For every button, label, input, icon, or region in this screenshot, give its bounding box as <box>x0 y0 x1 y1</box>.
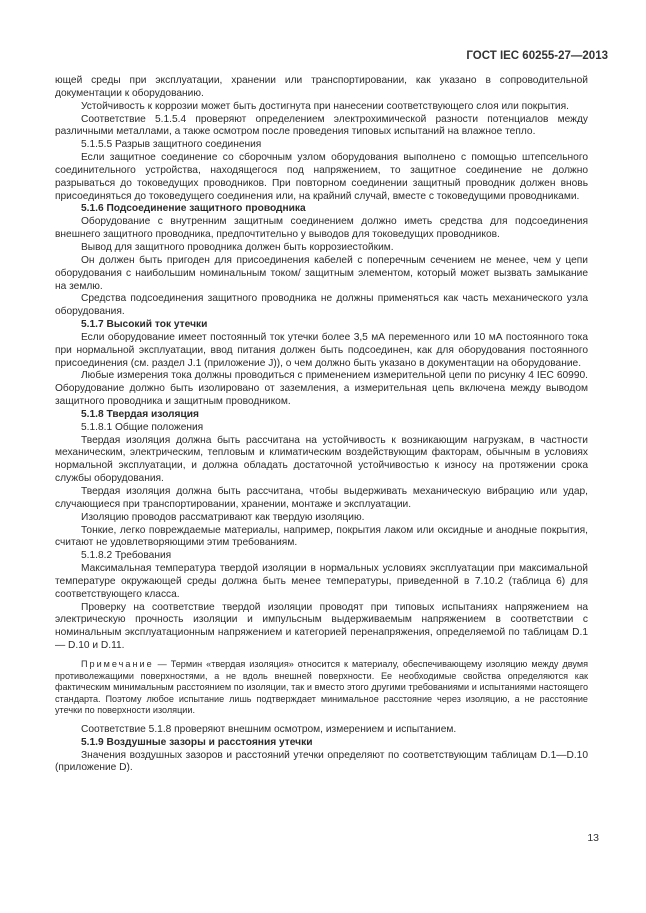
section-heading: 5.1.7 Высокий ток утечки <box>81 319 208 331</box>
section-heading: 5.1.6 Подсоединение защитного проводника <box>81 203 306 215</box>
paragraph: Изоляцию проводов рассматривают как твердую изоляцию. <box>81 511 365 523</box>
page-number: 13 <box>587 832 599 844</box>
paragraph: Любые измерения тока должны проводиться с применением измерительной цепи по рисунку 4 IEC 60990. Оборудование должно быть изолировано от заземления, а измерительная цепь включена между выводом защитного проводника и защитным проводником. <box>55 370 588 408</box>
paragraph: Проверку на соответствие твердой изоляции проводят при типовых испытаниях напряжением на электрическую прочность изоляции и импульсным выдерживаемым напряжением в соответствии с номинальным эксплуатационным напряжением и категорией перенапряжения, определяемой по таблицам D.1— D.10 и D.11. <box>55 601 588 652</box>
paragraph: Соответствие 5.1.5.4 проверяют определением электрохимической разности потенциалов между различными металлами, а также осмотром после проведения типовых испытаний на влажное тепло. <box>55 113 588 138</box>
paragraph: Вывод для защитного проводника должен быть коррозиестойким. <box>81 241 394 253</box>
note-text: — Термин «твердая изоляция» относится к материалу, обеспечивающему изоляцию между двумя противолежащими поверхностями, а не вдоль внешней поверхности. Ее необходимые свойства определяются как фактическим минимальным расстоянием по изоляции, так и вместо этого другими требованиями и испытаниями настоящего стандарта. Поэтому любое испытание лишь подтверждает минимальное расстояние через изоляцию, а не расстояние утечки по поверхности изоляции. <box>55 658 588 716</box>
paragraph: Твердая изоляция должна быть рассчитана на устойчивость к возникающим нагрузкам, в частности механическим, электрическим, тепловым и климатическим воздействующим факторам, обычным в условиях нормальной эксплуатации, и должна обладать достаточной устойчивостью к износу на протяжении срока службы оборудования. <box>55 434 588 485</box>
subsection-heading: 5.1.5.5 Разрыв защитного соединения <box>81 139 262 151</box>
paragraph: ющей среды при эксплуатации, хранении или транспортировании, как указано в сопроводительной документации к оборудованию. <box>55 75 588 99</box>
paragraph: Если защитное соединение со сборочным узлом оборудования выполнено с помощью штепсельного соединительного устройства, находящегося под напряжением, то защитное соединение не должно разрываться до токоведущих проводников. При повторном соединении защитный проводник должен вновь присоединяться до токоведущего соединения или, на крайний случай, вместе с токоведущими проводниками. <box>55 152 588 202</box>
paragraph: Устойчивость к коррозии может быть достигнута при нанесении соответствующего слоя или покрытия. <box>81 100 569 112</box>
subsection-heading: 5.1.8.2 Требования <box>81 550 172 562</box>
paragraph: Оборудование с внутренним защитным соединением должно иметь средства для подсоединения внешнего защитного проводника, предпочтительно у выводов для токоведущих проводников. <box>55 216 588 241</box>
section-heading: 5.1.9 Воздушные зазоры и расстояния утечки <box>81 736 313 748</box>
paragraph: Максимальная температура твердой изоляции в нормальных условиях эксплуатации при максимальной температуре окружающей среды должна быть менее температуры, приведенной в 7.10.2 (таблица 6) для соответствующего класса. <box>55 563 588 600</box>
document-body <box>55 75 588 775</box>
paragraph: Тонкие, легко повреждаемые материалы, например, покрытия лаком или оксидные и анодные покрытия, считают не удовлетворяющими этим требованиям. <box>55 524 588 549</box>
note-label: Примечание <box>81 658 154 669</box>
paragraph: Он должен быть пригоден для присоединения кабелей с поперечным сечением не менее, чем у цепи оборудования с наибольшим номинальным током/ защитным элементом, который может вызвать замыкание на землю. <box>55 254 588 292</box>
paragraph: Средства подсоединения защитного проводника не должны применяться как часть механического узла оборудования. <box>55 293 588 318</box>
note <box>55 659 588 717</box>
paragraph: Значения воздушных зазоров и расстояний утечки определяют по соответствующим таблицам D.1—D.10 (приложение D). <box>55 749 588 774</box>
subsection-heading: 5.1.8.1 Общие положения <box>81 421 204 433</box>
paragraph: Если оборудование имеет постоянный ток утечки более 3,5 мА переменного или 10 мА постоянного тока при нормальной эксплуатации, ввод питания должен быть подсоединен, как для оборудования постоянного присоединения (см. раздел J.1 (приложение J)), о чем должно быть указано в документации на оборудование. <box>55 331 588 369</box>
paragraph: Твердая изоляция должна быть рассчитана, чтобы выдерживать механическую вибрацию или удар, случающиеся при транспортировании, хранении, монтаже и эксплуатации. <box>55 486 588 510</box>
document-header: ГОСТ IEC 60255-27—2013 <box>466 50 608 62</box>
paragraph: Соответствие 5.1.8 проверяют внешним осмотром, измерением и испытанием. <box>81 723 457 735</box>
section-heading: 5.1.8 Твердая изоляция <box>81 408 199 420</box>
